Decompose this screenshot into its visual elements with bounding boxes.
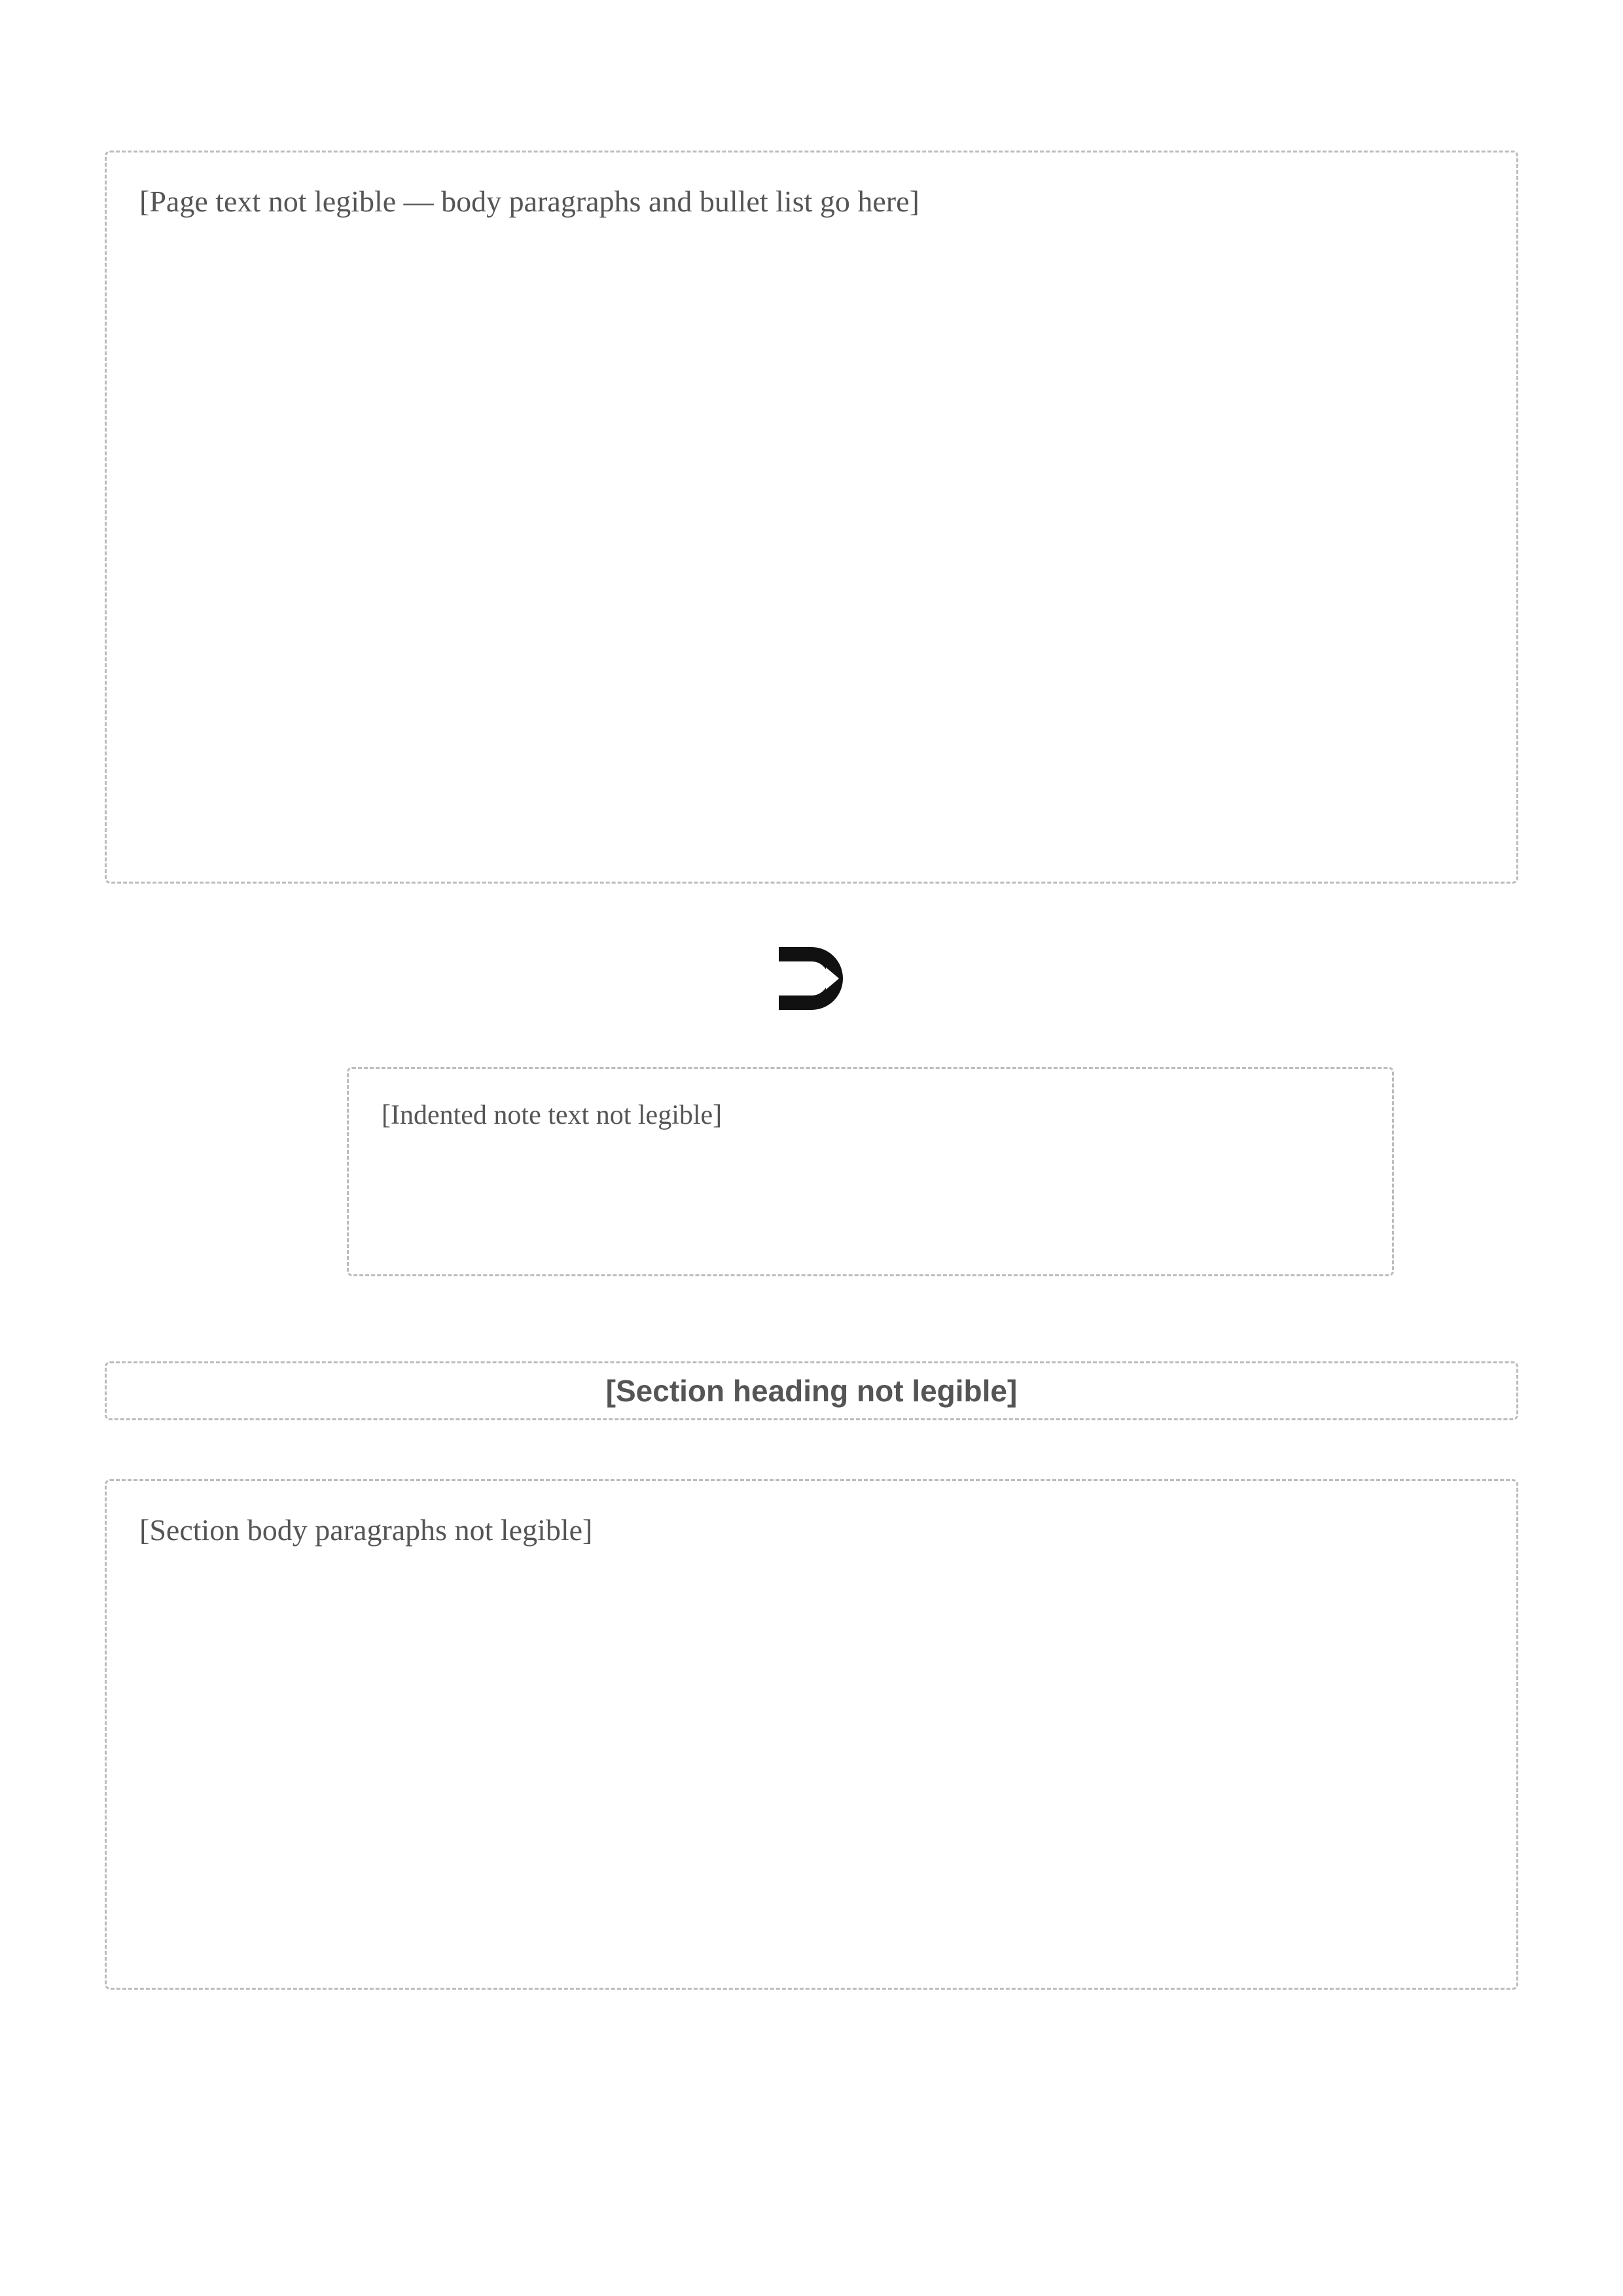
body-text-placeholder: [Page text not legible — body paragraphs and bullet list go here] — [105, 151, 1518, 884]
arrow-marker-icon — [766, 936, 857, 1021]
section-heading-placeholder: [Section heading not legible] — [105, 1361, 1518, 1420]
note-text-placeholder: [Indented note text not legible] — [347, 1067, 1394, 1276]
section-text-placeholder: [Section body paragraphs not legible] — [105, 1479, 1518, 1990]
